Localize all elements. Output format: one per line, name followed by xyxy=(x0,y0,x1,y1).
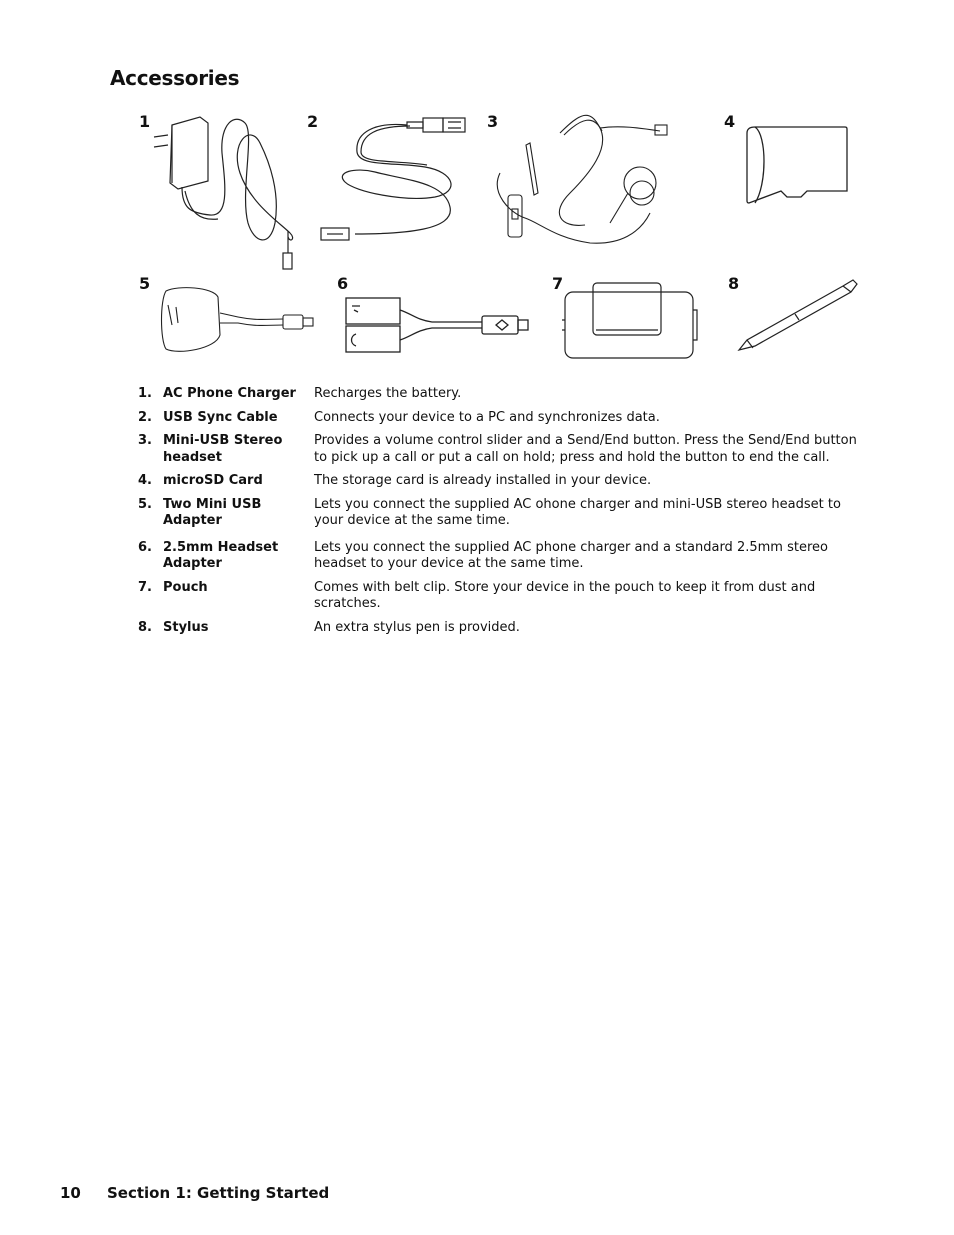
page-footer xyxy=(60,1184,329,1202)
two-mini-usb-adapter-image xyxy=(158,285,318,357)
ac-charger-image xyxy=(150,113,300,275)
item-description: Lets you connect the supplied AC ohone charger and mini-USB stereo headset to your device at the same time. xyxy=(314,496,841,528)
accessories-table xyxy=(138,386,868,643)
figure-number-2: 2 xyxy=(307,112,319,131)
item-description: The storage card is already installed in your device. xyxy=(314,473,652,488)
item-number: 5. xyxy=(138,496,152,512)
page-number: 10 xyxy=(60,1184,81,1202)
table-row xyxy=(138,433,868,473)
figure-number-1: 1 xyxy=(139,112,151,131)
usb-cable-image xyxy=(315,112,475,252)
item-number: 2. xyxy=(138,409,152,425)
page-title: Accessories xyxy=(110,66,240,90)
table-row xyxy=(138,410,868,434)
item-description: Comes with belt clip. Store your device in the pouch to keep it from dust and scratches. xyxy=(314,579,816,611)
table-row xyxy=(138,497,868,540)
table-row xyxy=(138,580,868,620)
figure-number-4: 4 xyxy=(724,112,736,131)
item-name: 2.5mm Headset Adapter xyxy=(163,539,279,571)
table-row xyxy=(138,540,868,580)
section-title: Section 1: Getting Started xyxy=(107,1184,330,1202)
item-number: 6. xyxy=(138,539,152,555)
item-description: Lets you connect the supplied AC phone charger and a standard 2.5mm stereo headset to your device at the same time. xyxy=(314,539,828,571)
item-name: AC Phone Charger xyxy=(163,386,296,401)
stereo-headset-image xyxy=(490,113,690,248)
stylus-image xyxy=(735,278,860,354)
figure-number-3: 3 xyxy=(487,112,499,131)
item-description: Connects your device to a PC and synchronizes data. xyxy=(314,409,660,425)
item-number: 3. xyxy=(138,433,152,448)
item-description: An extra stylus pen is provided. xyxy=(314,619,520,635)
figure-number-5: 5 xyxy=(139,274,151,293)
item-name: Pouch xyxy=(163,579,208,595)
figure-number-8: 8 xyxy=(728,274,740,293)
item-name: Two Mini USB Adapter xyxy=(163,496,262,528)
figure-number-6: 6 xyxy=(337,274,349,293)
table-row xyxy=(138,386,868,410)
headset-adapter-image xyxy=(342,294,534,356)
item-name: Mini-USB Stereo headset xyxy=(163,433,283,465)
item-number: 1. xyxy=(138,386,152,401)
item-number: 7. xyxy=(138,579,152,595)
item-description: Provides a volume control slider and a Send/End button. Press the Send/End button to pick up a call or put a call on hold; press and hold the button to end the call. xyxy=(314,433,857,465)
microsd-card-image xyxy=(745,125,850,205)
table-row xyxy=(138,620,868,644)
item-name: USB Sync Cable xyxy=(163,409,278,425)
item-name: Stylus xyxy=(163,619,209,635)
figure-number-7: 7 xyxy=(552,274,564,293)
table-row xyxy=(138,473,868,497)
item-name: microSD Card xyxy=(163,473,263,488)
item-number: 4. xyxy=(138,473,152,488)
item-number: 8. xyxy=(138,619,152,635)
pouch-image xyxy=(560,280,700,362)
item-description: Recharges the battery. xyxy=(314,386,462,401)
